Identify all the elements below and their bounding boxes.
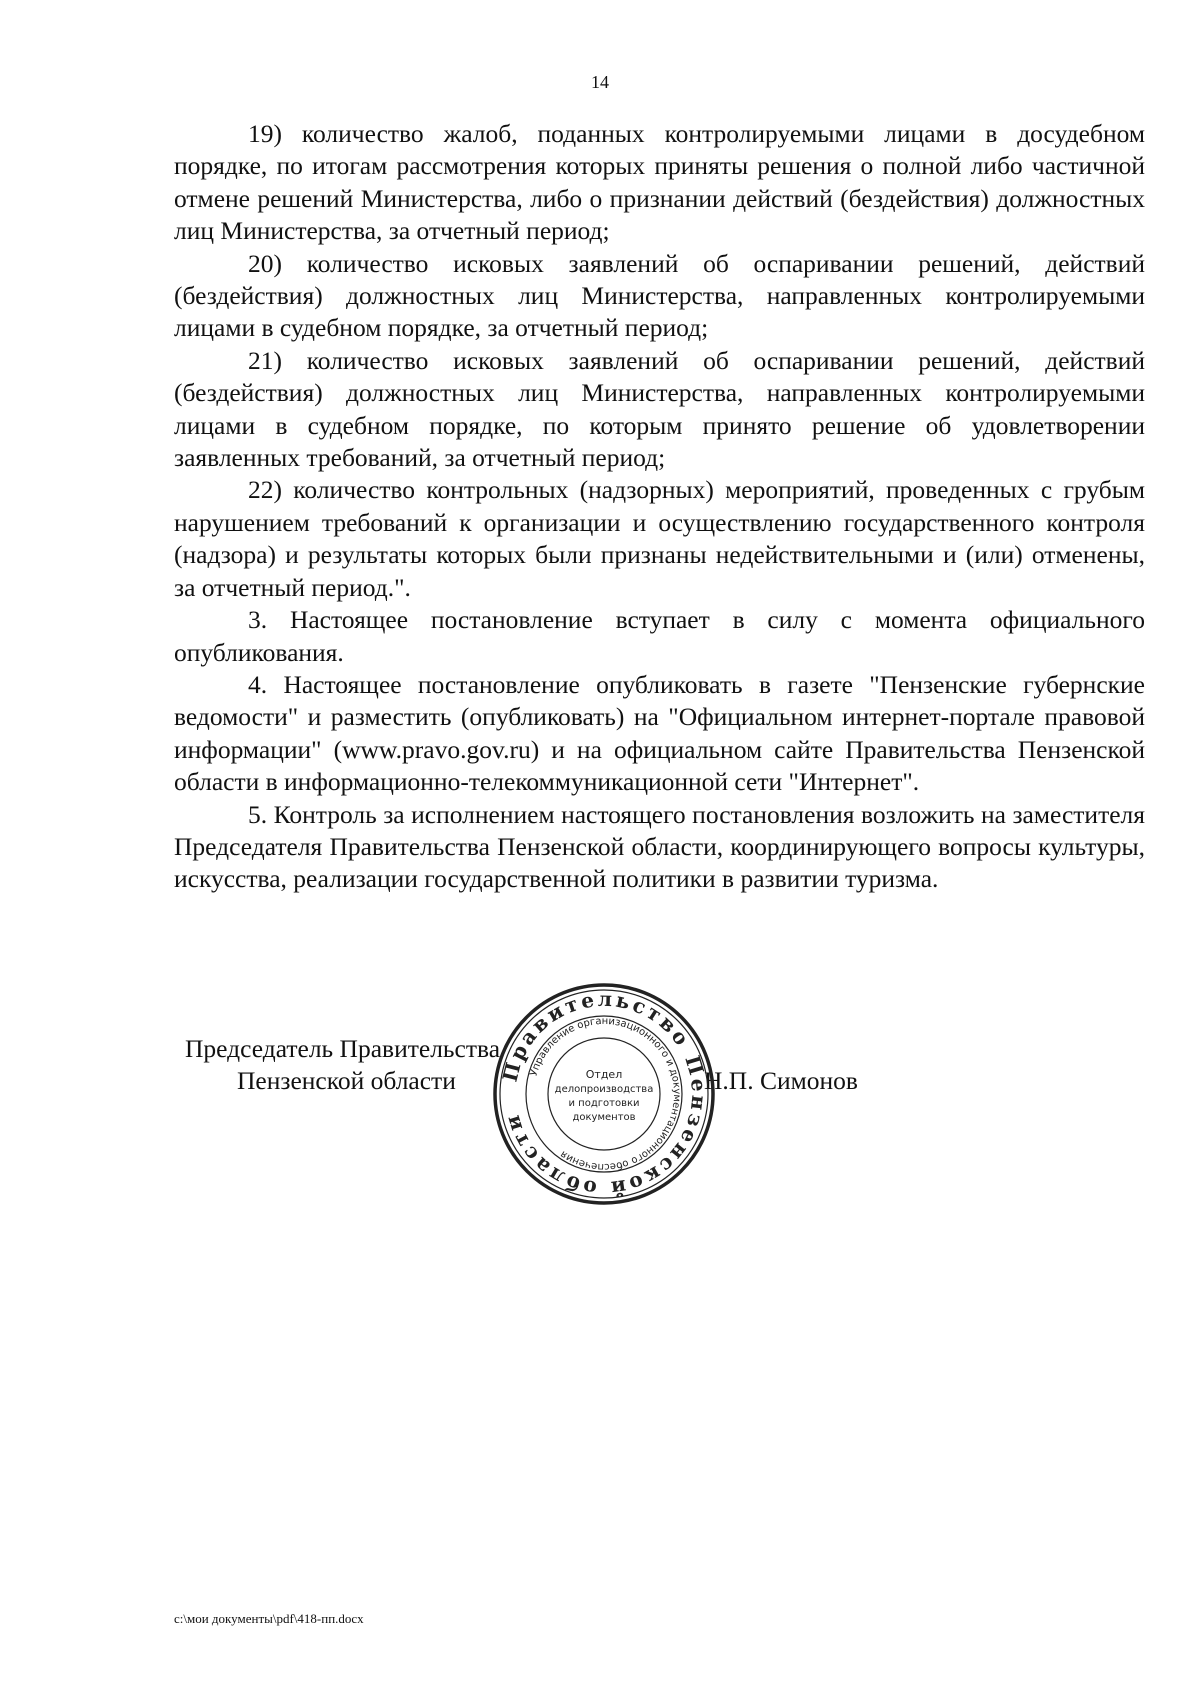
- paragraph-item-20: 20) количество исковых заявлений об оспаривании решений, действий (бездействия) должностных лиц Министерства, направленных контролируемыми лицами в судебном порядке, за отчетный период;: [174, 248, 1145, 343]
- document-body: [174, 118, 1145, 896]
- seal-center-line-1: Отдел: [585, 1068, 623, 1081]
- paragraph-item-22: 22) количество контрольных (надзорных) мероприятий, проведенных с грубым нарушением требований к организации и осуществлению государственного контроля (надзора) и результаты которых были признаны недействительными и (или) отменены, за отчетный период.".: [174, 475, 1145, 602]
- official-seal-stamp: [492, 982, 716, 1206]
- signer-title-line2: Пензенской области: [237, 1066, 456, 1095]
- paragraph-item-19: 19) количество жалоб, поданных контролируемыми лицами в досудебном порядке, по итогам рассмотрения которых приняты решения о полной либо частичной отмене решений Министерства, либо о признании действий (бездействия) должностных лиц Министерства, за отчетный период;: [174, 119, 1145, 246]
- signer-name: Н.П. Симонов: [704, 1066, 858, 1095]
- paragraph-clause-4: 4. Настоящее постановление опубликовать в газете "Пензенские губернские ведомости" и разместить (опубликовать) на "Официальном интернет-портале правовой информации" (www.pravo.gov.ru) и на официальном сайте Правительства Пензенской области в информационно-телекоммуникационной сети "Интернет".: [174, 669, 1145, 797]
- seal-center-line-2: делопроизводства: [554, 1084, 654, 1095]
- signer-title-line1: Председатель Правительства: [185, 1034, 501, 1063]
- seal-center-line-4: документов: [572, 1112, 636, 1123]
- seal-center-line-3: и подготовки: [568, 1098, 640, 1109]
- paragraph-clause-3: 3. Настоящее постановление вступает в силу с момента официального опубликования.: [174, 605, 1145, 667]
- seal-outer-text: Правительство Пензенской области: [497, 986, 712, 1202]
- page-number: 14: [591, 72, 609, 92]
- paragraph-item-21: 21) количество исковых заявлений об оспаривании решений, действий (бездействия) должностных лиц Министерства, направленных контролируемыми лицами в судебном порядке, по которым принято решение об удовлетворении заявленных требований, за отчетный период;: [174, 345, 1145, 473]
- paragraph-clause-5: 5. Контроль за исполнением настоящего постановления возложить на заместителя Председателя Правительства Пензенской области, координирующего вопросы культуры, искусства, реализации государственной политики в развитии туризма.: [174, 799, 1145, 894]
- file-path-footer: c:\мои документы\pdf\418-пп.docx: [174, 1611, 364, 1626]
- seal-middle-text: Управление организационного и документационного обеспечения: [528, 1015, 683, 1173]
